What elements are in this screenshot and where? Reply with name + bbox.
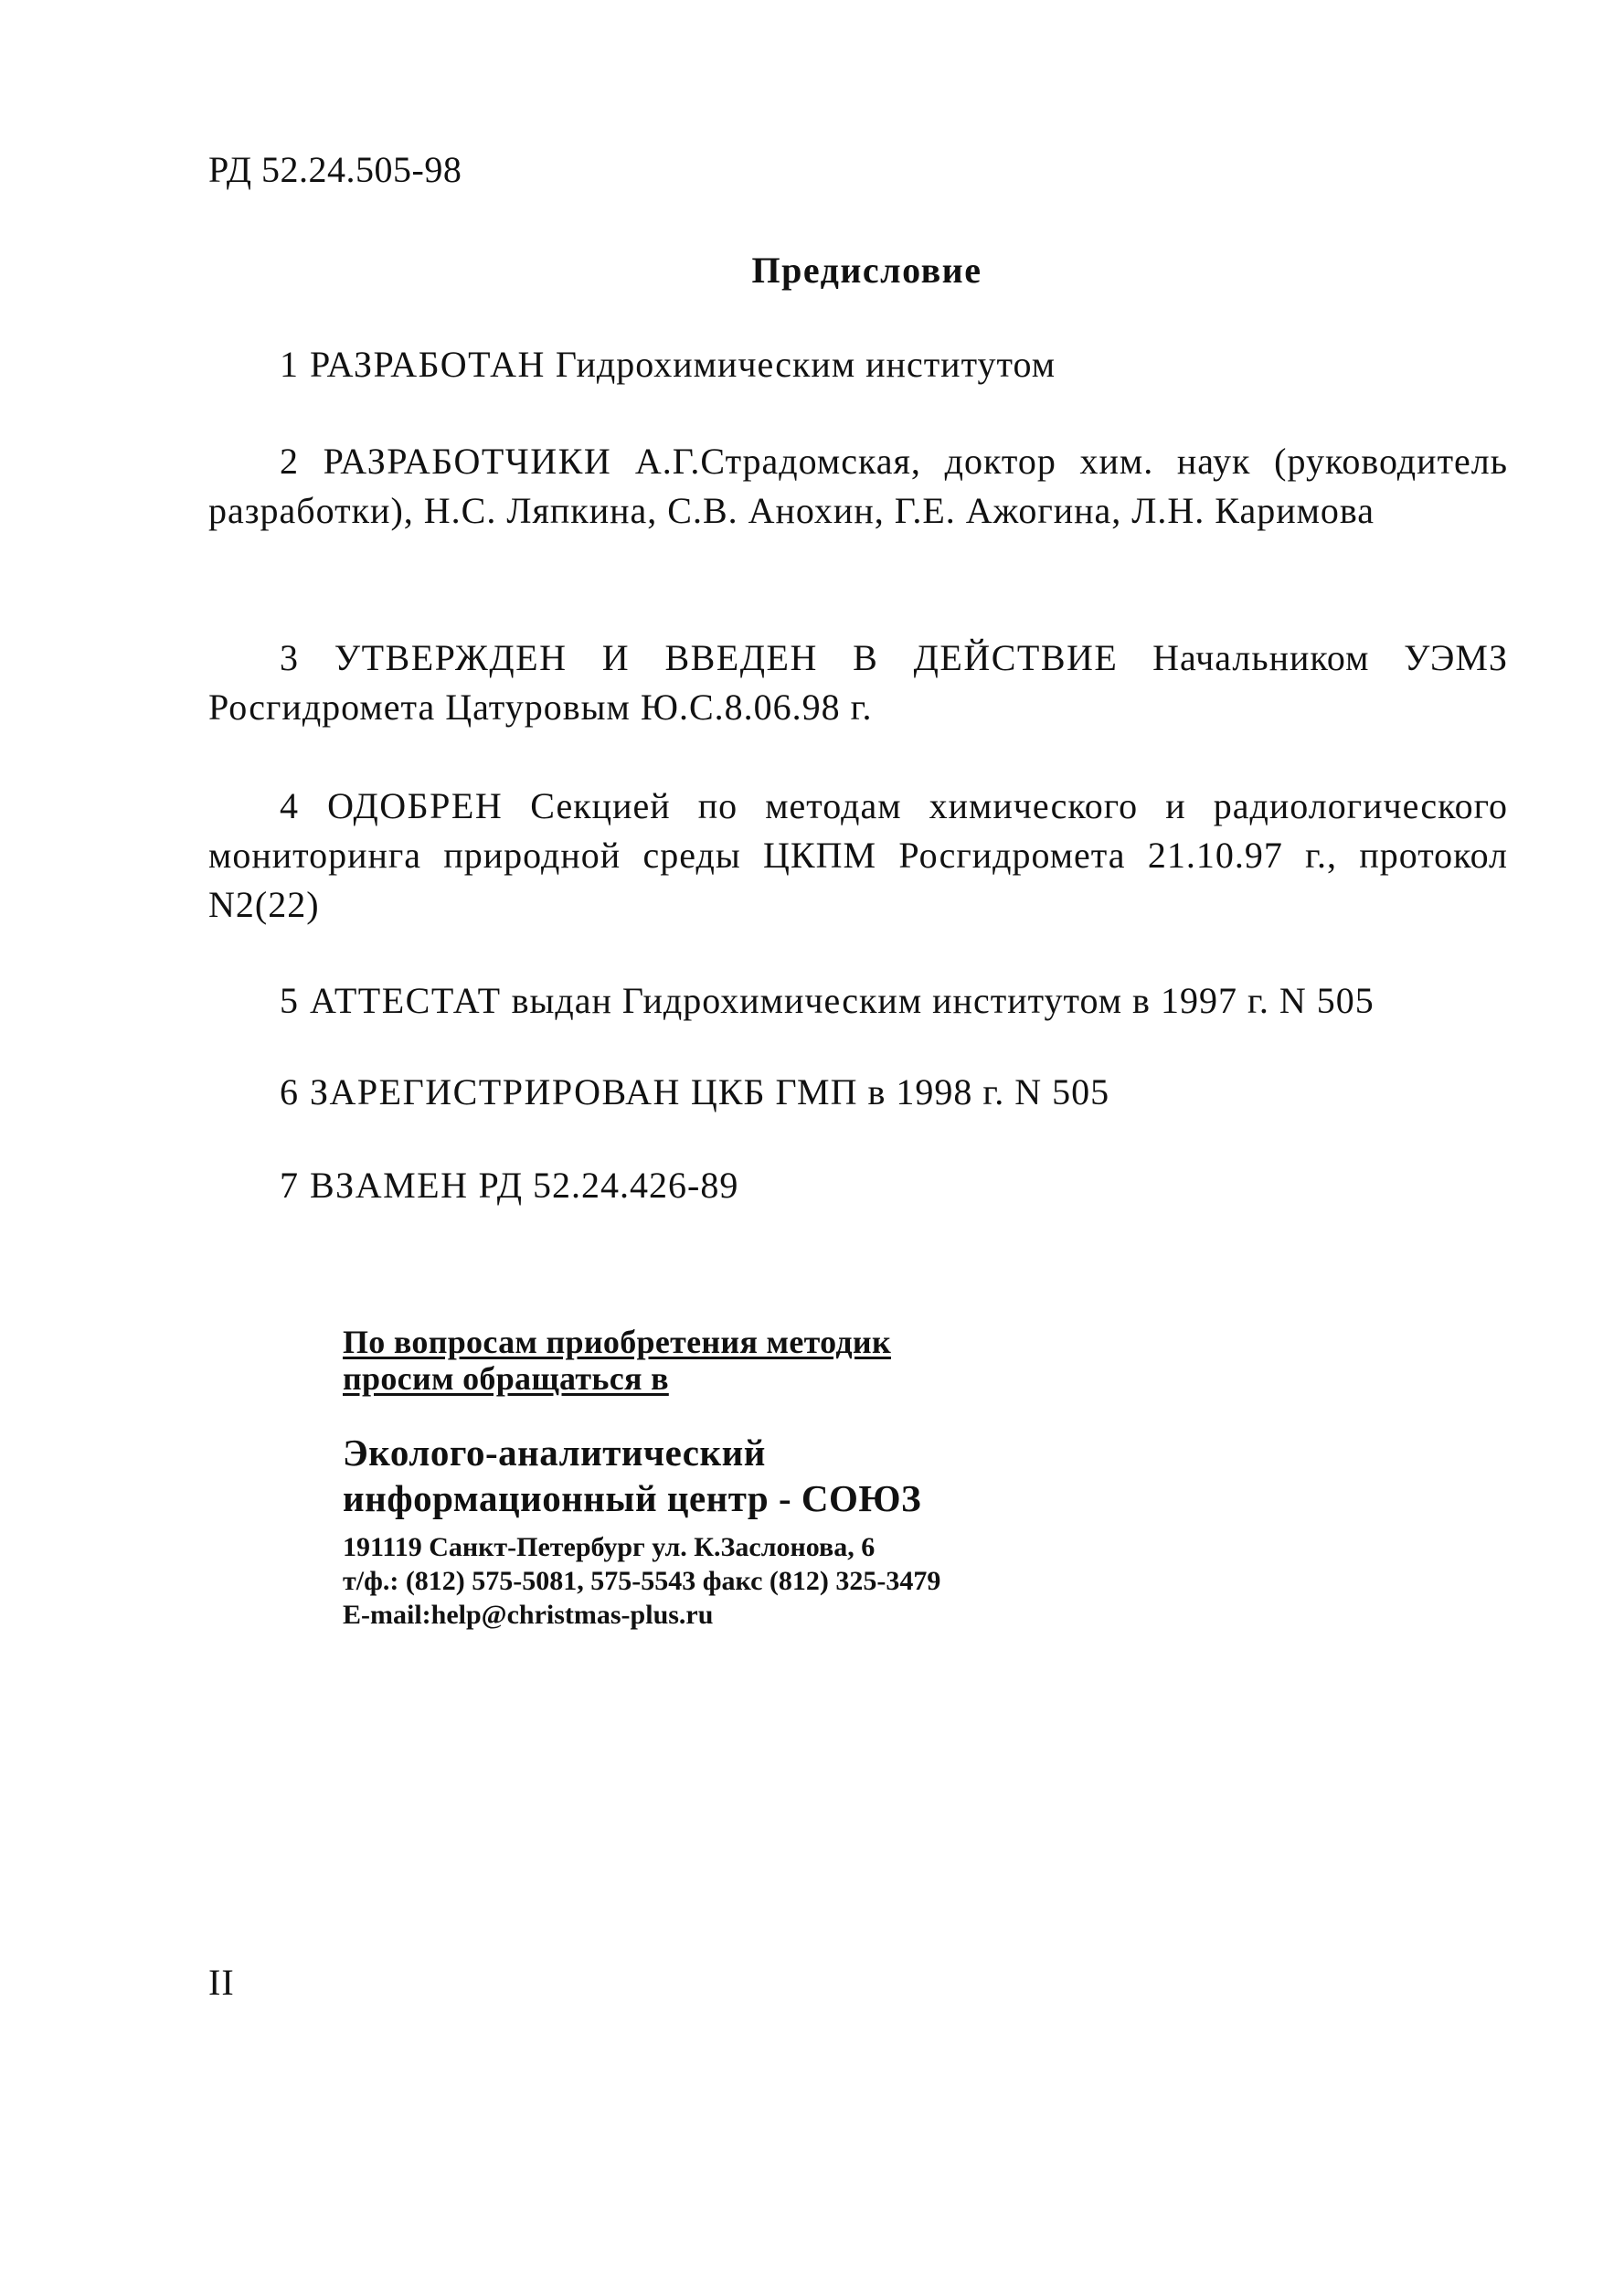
- preface-item-2: [208, 437, 1508, 536]
- item-lead: 4 ОДОБРЕН: [280, 785, 504, 826]
- item-text: Гидрохимическим институтом: [545, 344, 1056, 385]
- contact-block: [343, 1324, 1165, 1632]
- preface-item-4: [208, 782, 1508, 930]
- item-lead: 5 АТТЕСТАТ: [280, 980, 502, 1021]
- contact-note-line-1: По вопросам приобретения методик: [343, 1324, 891, 1360]
- preface-item-6: [208, 1068, 1508, 1117]
- item-text: Начальником УЭМЗ Росгидромета Цатуровым Ю.С.8.06.98 г.: [208, 637, 1508, 728]
- preface-item-7: [208, 1161, 1508, 1210]
- item-lead: 1 РАЗРАБОТАН: [280, 344, 546, 385]
- item-lead: 6 ЗАРЕГИСТРИРОВАН: [280, 1071, 681, 1112]
- item-lead: 3 УТВЕРЖДЕН И ВВЕДЕН В ДЕЙСТВИЕ: [280, 637, 1119, 678]
- item-text: РД 52.24.426-89: [468, 1165, 739, 1206]
- org-phones: т/ф.: (812) 575-5081, 575-5543 факс (812) 325-3479: [343, 1566, 941, 1596]
- org-email: E-mail:help@christmas-plus.ru: [343, 1600, 714, 1630]
- contact-note-line-2: просим обращаться в: [343, 1360, 669, 1397]
- item-text: Секцией по методам химического и радиологического мониторинга природной среды ЦКПМ Росгидромета 21.10.97 г., протокол N2(22): [208, 785, 1508, 925]
- document-code: РД 52.24.505-98: [208, 149, 462, 190]
- page-number: II: [208, 1962, 235, 2003]
- item-text: ЦКБ ГМП в 1998 г. N 505: [680, 1071, 1110, 1112]
- org-address: 191119 Санкт-Петербург ул. К.Заслонова, 6: [343, 1532, 876, 1562]
- item-text: выдан Гидрохимическим институтом в 1997 г. N 505: [501, 980, 1375, 1021]
- page-title: Предисловие: [751, 250, 982, 291]
- item-lead: 7 ВЗАМЕН: [280, 1165, 469, 1206]
- org-name-line-2: информационный центр - СОЮЗ: [343, 1477, 922, 1519]
- org-name-line-1: Эколого-аналитический: [343, 1432, 766, 1474]
- item-lead: 2 РАЗРАБОТЧИКИ: [280, 441, 612, 482]
- item-text: А.Г.Страдомская, доктор хим. наук (руководитель разработки), Н.С. Ляпкина, С.В. Анохин, Г.Е. Ажогина, Л.Н. Каримова: [208, 441, 1509, 531]
- preface-item-1: [208, 340, 1508, 389]
- preface-item-3: [208, 633, 1508, 732]
- preface-item-5: [208, 976, 1508, 1026]
